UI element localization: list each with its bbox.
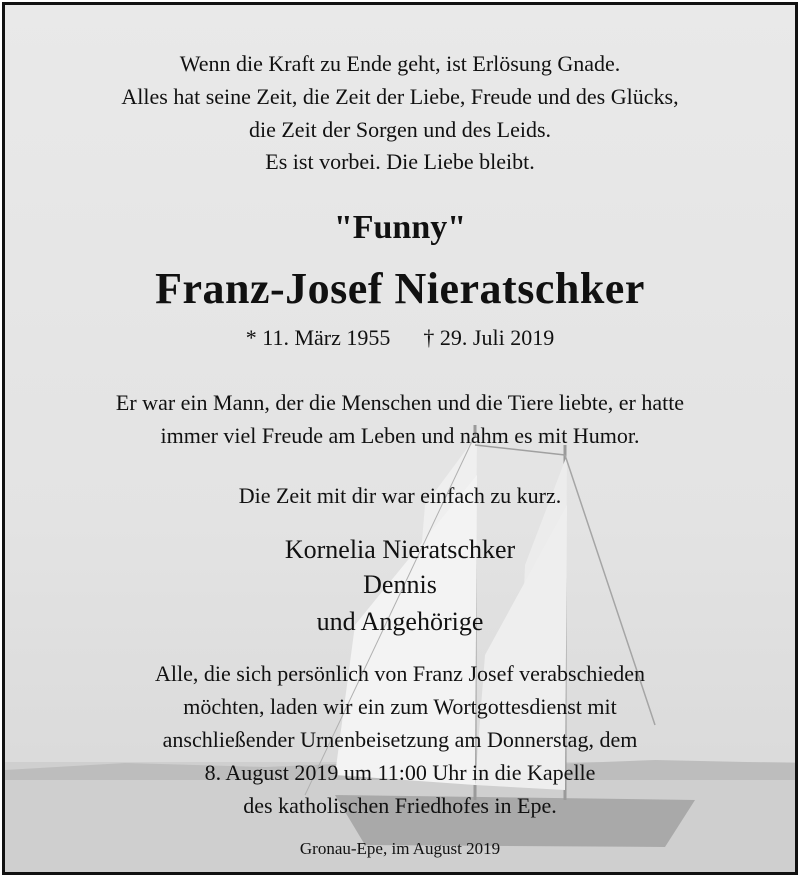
mourner-name: und Angehörige	[316, 607, 484, 636]
deceased-name: Franz-Josef Nieratschker	[155, 264, 645, 313]
obituary-notice	[2, 2, 798, 875]
tribute-line: immer viel Freude am Leben und nahm es mit Humor.	[160, 423, 640, 448]
birth-date: * 11. März 1955	[245, 325, 391, 350]
death-date: † 29. Juli 2019	[423, 325, 555, 350]
mourner-name: Dennis	[363, 570, 437, 599]
invitation-line: Alle, die sich persönlich von Franz Josef verabschieden	[155, 661, 645, 686]
invitation-line: anschließender Urnenbeisetzung am Donnerstag, dem	[162, 727, 638, 752]
invitation-line: 8. August 2019 um 11:00 Uhr in die Kapelle	[204, 760, 596, 785]
invitation-line: des katholischen Friedhofes in Epe.	[243, 793, 557, 818]
poem-line: Es ist vorbei. Die Liebe bleibt.	[265, 149, 535, 174]
poem-line: die Zeit der Sorgen und des Leids.	[248, 117, 552, 142]
poem-line: Alles hat seine Zeit, die Zeit der Liebe, Freude und des Glücks,	[121, 84, 679, 109]
closing-line: Die Zeit mit dir war einfach zu kurz.	[238, 483, 562, 508]
invitation-line: möchten, laden wir ein zum Wortgottesdienst mit	[183, 694, 617, 719]
tribute-line: Er war ein Mann, der die Menschen und die Tiere liebte, er hatte	[115, 390, 685, 415]
poem-line: Wenn die Kraft zu Ende geht, ist Erlösung Gnade.	[179, 51, 621, 76]
life-dates	[5, 325, 795, 351]
mourner-name: Kornelia Nieratschker	[284, 535, 516, 564]
place-date-footer: Gronau-Epe, im August 2019	[299, 839, 501, 858]
nickname: "Funny"	[333, 209, 467, 246]
